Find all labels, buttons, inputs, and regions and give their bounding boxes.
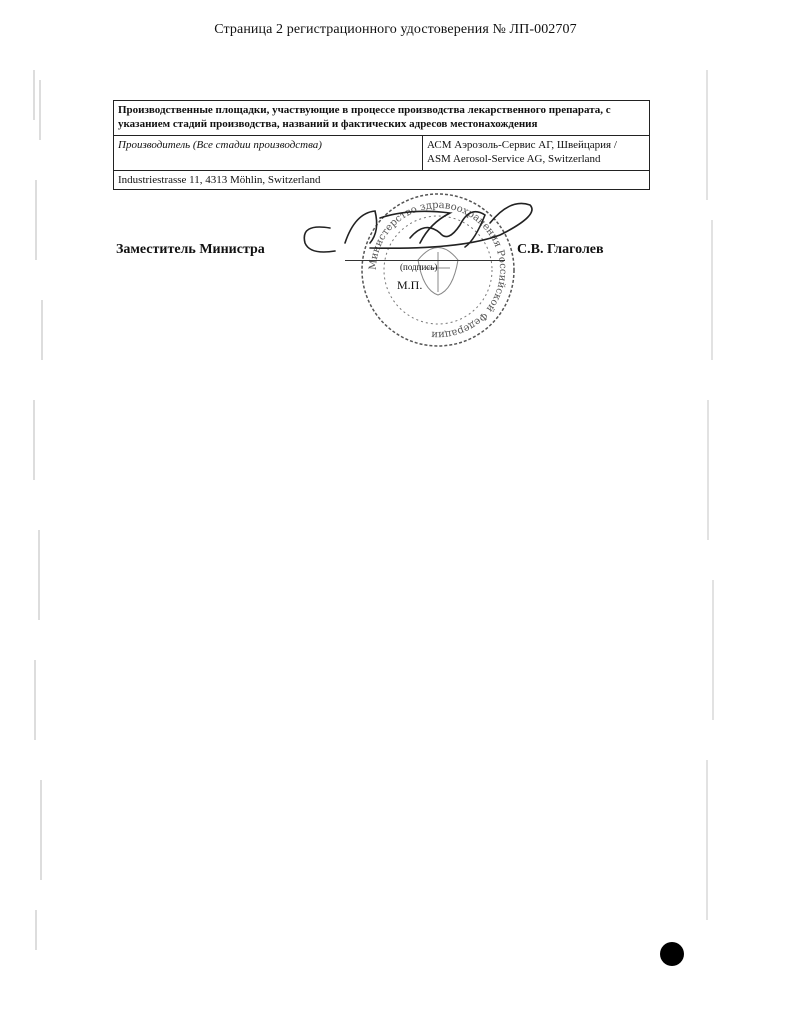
company-name-ru: АСМ Аэрозоль-Сервис АГ, Швейцария /	[427, 139, 617, 151]
scan-margin-right	[703, 60, 717, 960]
address-cell: Industriestrasse 11, 4313 Möhlin, Switzerland	[114, 171, 650, 190]
seal-place-label: М.П.	[397, 278, 423, 292]
page-title: Страница 2 регистрационного удостоверения № ЛП-002707	[214, 22, 577, 37]
company-name-en: ASM Aerosol-Service AG, Switzerland	[427, 153, 601, 165]
scan-dot-mark	[660, 942, 684, 966]
table-row	[114, 171, 650, 190]
manufacturer-company-cell	[423, 136, 650, 171]
stamp-text: Министерство здравоохранения Российской Федерации	[367, 199, 509, 341]
signature-caption: (подпись)	[400, 262, 438, 272]
table-header-row	[114, 101, 650, 136]
table-row	[114, 136, 650, 171]
signature-line	[345, 260, 505, 261]
signatory-name: С.В. Глаголев	[517, 242, 604, 257]
production-sites-table	[113, 100, 650, 190]
scan-margin-left	[30, 60, 48, 960]
table-header-cell: Производственные площадки, участвующие в процессе производства лекарственного препарата, с указанием стадий производства, названий и фактических адресов местонахождения	[114, 101, 650, 136]
manufacturer-role-cell: Производитель (Все стадии производства)	[114, 136, 423, 171]
signatory-position: Заместитель Министра	[116, 242, 265, 257]
